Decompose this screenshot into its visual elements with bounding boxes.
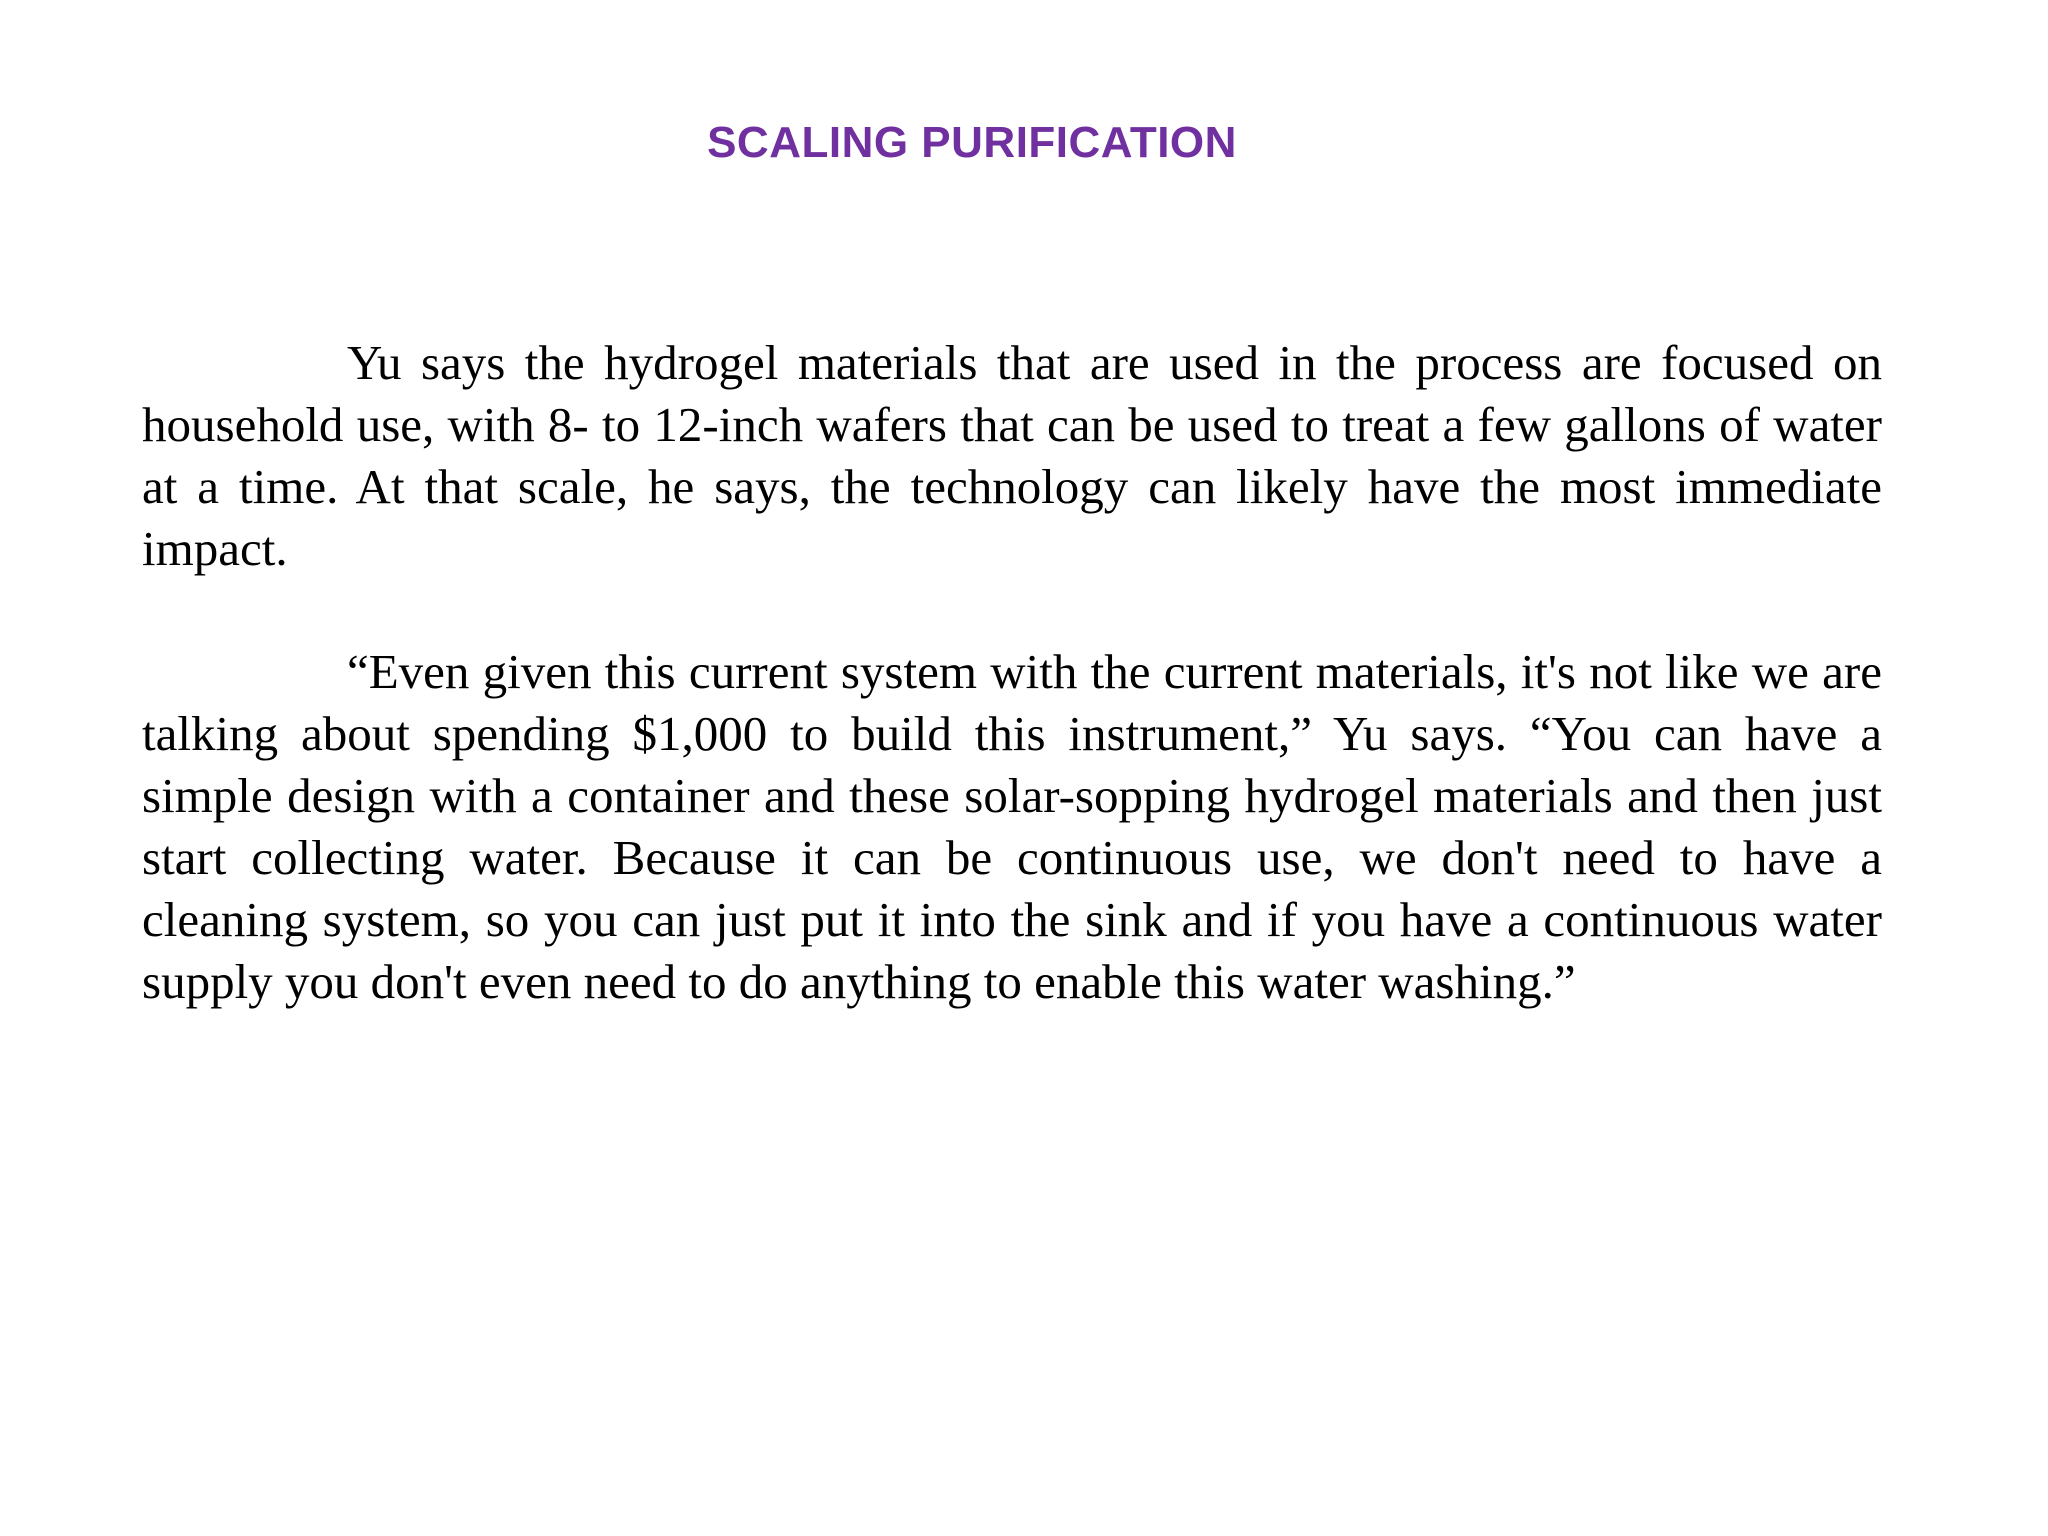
body-paragraph-1: Yu says the hydrogel materials that are used in the process are focused on household use, with 8- to 12-inch wafers that can be used to treat a few gallons of water at a time. At that scale, he says, the technology can likely have the most immediate impact. [142,335,1882,576]
body-paragraph-2: “Even given this current system with the current materials, it's not like we are talking about spending $1,000 to build this instrument,” Yu says. “You can have a simple design with a container and these solar-sopping hydrogel materials and then just start collecting water. Because it can be continuous use, we don't need to have a cleaning system, so you can just put it into the sink and if you have a continuous water supply you don't even need to do anything to enable this water washing.” [142,644,1882,1009]
slide-title: SCALING PURIFICATION [707,118,1237,167]
